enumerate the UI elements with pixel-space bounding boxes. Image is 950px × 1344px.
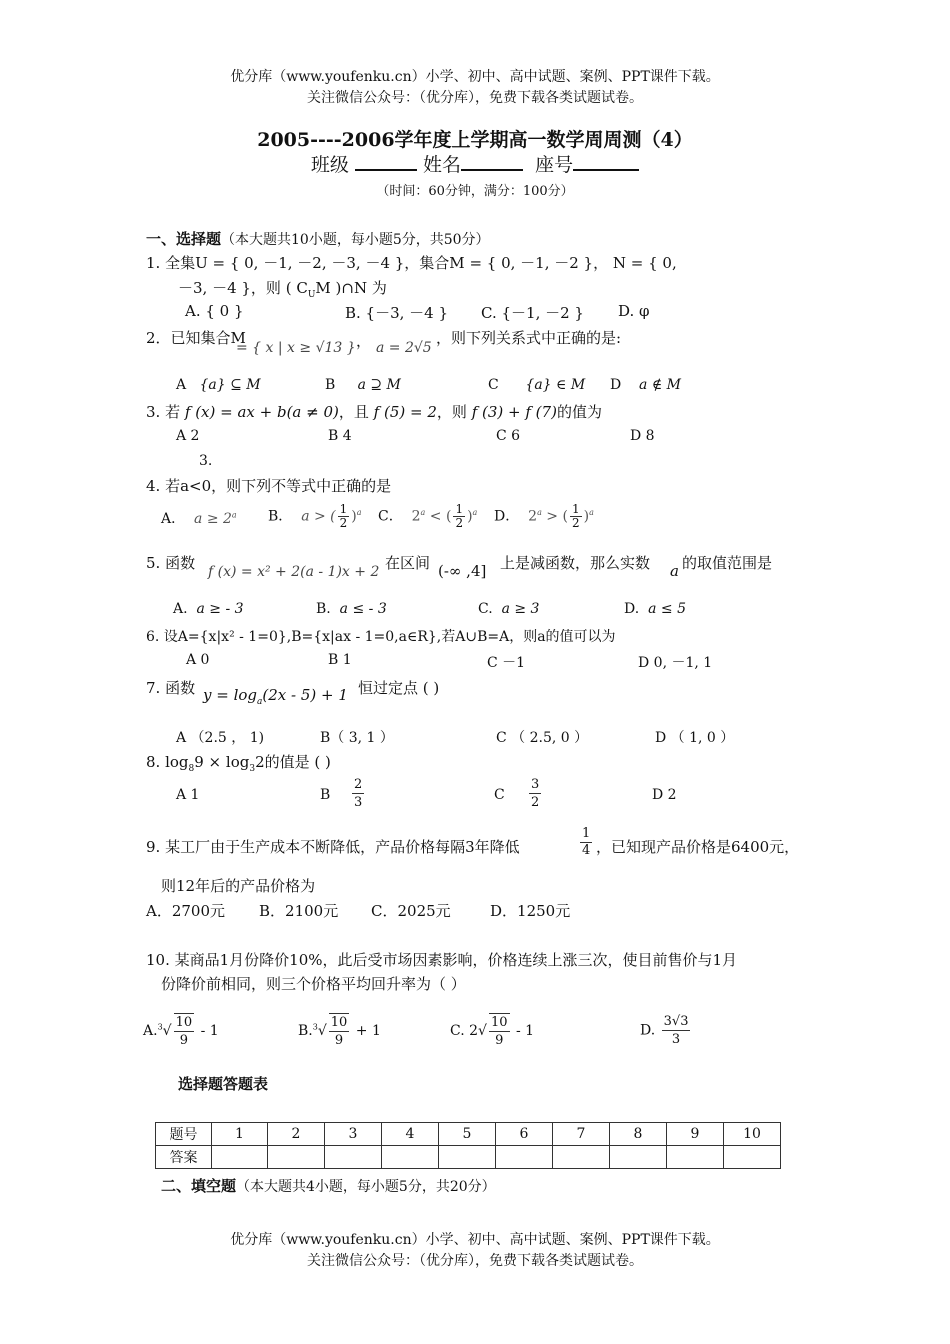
q2-comma: ， — [356, 332, 372, 350]
answer-cell[interactable] — [553, 1146, 610, 1169]
section2-heading — [161, 1175, 496, 1196]
answer-table-number: 4 — [382, 1123, 439, 1146]
q1-option-d: D. φ — [618, 302, 650, 320]
q9-option-a: A．2700元 — [146, 902, 226, 920]
q3-option-c: C 6 — [496, 428, 521, 444]
section1-note: （本大题共10小题，每小题5分，共50分） — [221, 232, 490, 248]
q5-function: f (x) = x² + 2(a - 1)x + 2 — [208, 564, 380, 580]
header-line-2: 关注微信公众号：（优分库），免费下载各类试题试卷。 — [307, 90, 643, 106]
q2-option-b: B a ⊇ M — [325, 377, 401, 393]
answer-cell[interactable] — [724, 1146, 781, 1169]
section1-heading — [146, 228, 490, 249]
q6-option-a: A 0 — [186, 652, 210, 668]
q5-var: a — [670, 562, 679, 580]
q7-option-d: D （ 1, 0 ） — [655, 730, 735, 746]
q9-line2: 则12年后的产品价格为 — [161, 877, 316, 895]
answer-table-number: 9 — [667, 1123, 724, 1146]
q4-option-c: C． 2$^a$ < ( $\frac{1}{2}$ )$^a$ — [378, 502, 478, 530]
q4-d-frac: $\frac{1}{2}$ — [571, 502, 580, 530]
q7-option-c: C （ 2.5, 0 ） — [496, 730, 589, 746]
answer-table-number: 5 — [439, 1123, 496, 1146]
answer-cell[interactable] — [610, 1146, 667, 1169]
q5-stem-a: 5. 函数 — [146, 554, 196, 572]
q1-option-a: A. { 0 } — [185, 302, 244, 320]
q2-option-d: D a ∉ M — [610, 377, 681, 393]
answer-table-number: 6 — [496, 1123, 553, 1146]
student-info — [0, 150, 950, 177]
q3-option-a: A 2 — [176, 428, 200, 444]
q4-c-frac: $\frac{1}{2}$ — [455, 502, 464, 530]
q9-option-b: B．2100元 — [259, 902, 339, 920]
q1-sub-u: U — [307, 290, 316, 300]
q9-option-c: C．2025元 — [371, 902, 451, 920]
q1-line2b-text: M )∩N 为 — [315, 279, 387, 297]
name-blank[interactable] — [461, 169, 523, 171]
q2-a-expr: a = 2√5 — [376, 340, 432, 356]
q10-option-d: D. $\frac{3√3}{3}$ — [640, 1014, 689, 1047]
q3-option-b: B 4 — [328, 428, 352, 444]
q5-option-d: D. a ≤ 5 — [624, 601, 686, 617]
q5-stem-c: 上是减函数，那么实数 — [500, 554, 651, 572]
q2-option-a: A {a} ⊆ M — [176, 377, 261, 393]
q2-stem-a: 2．已知集合M — [146, 329, 246, 347]
q9-option-d: D．1250元 — [490, 902, 571, 920]
section2-note: （本大题共4小题，每小题5分，共20分） — [236, 1179, 496, 1195]
q8-stem: 8. $\log_89 \times \log_32$的值是 ( ) — [146, 753, 331, 774]
q6-option-d: D 0, －1, 1 — [638, 655, 713, 671]
answer-table-answer-row — [156, 1146, 781, 1169]
q10-line2: 份降价前相同，则三个价格平均回升率为（ ） — [161, 975, 466, 993]
q3-option-d: D 8 — [630, 428, 655, 444]
footer-line-1: 优分库（www.youfenku.cn）小学、初中、高中试题、案例、PPT课件下载。 — [230, 1232, 720, 1248]
answer-table-heading: 选择题答题表 — [178, 1075, 269, 1093]
q7-option-b: B（ 3, 1 ） — [320, 730, 394, 746]
q8-option-c-frac: $\frac{3}{2}$ — [531, 777, 540, 810]
q8-option-c-label: C — [494, 787, 505, 803]
q9-stem-b: ，已知现产品价格是6400元， — [596, 838, 800, 856]
q7-stem-a: 7. 函数 — [146, 679, 196, 697]
q4-b-frac: $\frac{1}{2}$ — [339, 502, 348, 530]
answer-table — [155, 1122, 781, 1169]
section2-title: 二、填空题 — [161, 1177, 237, 1195]
q10-option-a: A.$^3$√ $\frac{10}{9}$ - 1 — [143, 1015, 219, 1048]
answer-table-number: 1 — [212, 1123, 268, 1146]
q9-stem-a: 9. 某工厂由于生产成本不断降低，产品价格每隔3年降低 — [146, 838, 520, 856]
q9-frac: $\frac{1}{4}$ — [582, 826, 591, 858]
q5-option-a: A. a ≥ - 3 — [173, 601, 244, 617]
q4-option-a: A． $a \ge 2^a$ — [161, 510, 237, 527]
answer-cell[interactable] — [268, 1146, 325, 1169]
q1-option-b: B. {－3, －4 } — [345, 304, 449, 322]
q5-stem-b: 在区间 — [385, 554, 431, 572]
answer-table-number: 10 — [724, 1123, 781, 1146]
q1-line2 — [178, 277, 387, 300]
q3-stem: 3. 若 f (x) = ax + b(a ≠ 0)，且 f (5) = 2，则 f (3) + f (7)的值为 — [146, 403, 602, 421]
answer-table-number: 3 — [325, 1123, 382, 1146]
q3-stray-number: 3. — [199, 453, 213, 469]
q7-stem-b: 恒过定点 ( ) — [358, 679, 440, 697]
footer-line-2: 关注微信公众号：（优分库），免费下载各类试题试卷。 — [307, 1253, 643, 1269]
q2-set-expr: = { x | x ≥ √13 } — [236, 340, 356, 356]
q4-option-b: B． a > ( $\frac{1}{2}$ )$^a$ — [268, 502, 362, 530]
answer-cell[interactable] — [496, 1146, 553, 1169]
answer-table-number: 2 — [268, 1123, 325, 1146]
q10-option-b: B.$^3$√ $\frac{10}{9}$ + 1 — [298, 1015, 381, 1048]
answer-table-number-row — [156, 1123, 781, 1146]
q5-stem-d: 的取值范围是 — [682, 554, 773, 572]
answer-table-number: 7 — [553, 1123, 610, 1146]
answer-cell[interactable] — [212, 1146, 268, 1169]
page-title: 2005----2006学年度上学期高一数学周周测（4） — [257, 129, 693, 151]
q1-line1: 1. 全集U = { 0, －1, －2, －3, －4 }，集合M = { 0, －1, －2 }， N = { 0, — [146, 254, 677, 272]
q6-option-c: C －1 — [487, 655, 526, 671]
seat-label: 座号 — [535, 154, 574, 176]
q8-option-b-frac: $\frac{2}{3}$ — [354, 777, 363, 810]
class-blank[interactable] — [355, 169, 417, 171]
q8-option-d: D 2 — [652, 787, 677, 803]
seat-blank[interactable] — [573, 169, 639, 171]
q5-interval: (-∞ ,4] — [438, 562, 487, 580]
answer-table-number: 8 — [610, 1123, 667, 1146]
q6-stem: 6. 设A={x|x² - 1=0},B={x|ax - 1=0,a∈R},若A∪B=A，则a的值可以为 — [146, 629, 616, 645]
section1-title: 一、选择题 — [146, 230, 222, 248]
q1-line2-text: －3, －4 }，则 ( C — [178, 279, 308, 297]
answer-table-row2-label: 答案 — [156, 1146, 212, 1169]
q1-option-c: C. {－1, －2 } — [481, 304, 584, 322]
class-label: 班级 — [310, 154, 349, 176]
q5-option-c: C. a ≥ 3 — [478, 601, 540, 617]
q8-option-a: A 1 — [176, 787, 200, 803]
q7-function: $y = \log_a(2x - 5) + 1$ — [203, 686, 348, 707]
q4-option-d: D． 2$^a$ > ( $\frac{1}{2}$ )$^a$ — [494, 502, 594, 530]
q2-option-c: C {a} ∈ M — [488, 377, 586, 393]
q6-option-b: B 1 — [328, 652, 352, 668]
answer-cell[interactable] — [667, 1146, 724, 1169]
q5-option-b: B. a ≤ - 3 — [316, 601, 387, 617]
q2-stem-b: ，则下列关系式中正确的是: — [436, 329, 622, 347]
q10-option-c: C. 2√ $\frac{10}{9}$ - 1 — [450, 1015, 535, 1048]
time-score: （时间：60分钟，满分：100分） — [376, 184, 574, 199]
answer-cell[interactable] — [439, 1146, 496, 1169]
answer-table-row1-label: 题号 — [156, 1123, 212, 1146]
answer-cell[interactable] — [382, 1146, 439, 1169]
header-line-1: 优分库（www.youfenku.cn）小学、初中、高中试题、案例、PPT课件下载。 — [230, 69, 720, 85]
q10-line1: 10. 某商品1月份降价10%，此后受市场因素影响，价格连续上涨三次，使目前售价与1月 — [146, 951, 738, 969]
answer-cell[interactable] — [325, 1146, 382, 1169]
name-label: 姓名 — [422, 154, 461, 176]
q4-stem: 4. 若a<0，则下列不等式中正确的是 — [146, 477, 392, 495]
q8-option-b-label: B — [320, 787, 331, 803]
q7-option-a: A （2.5 ， 1) — [176, 730, 265, 746]
